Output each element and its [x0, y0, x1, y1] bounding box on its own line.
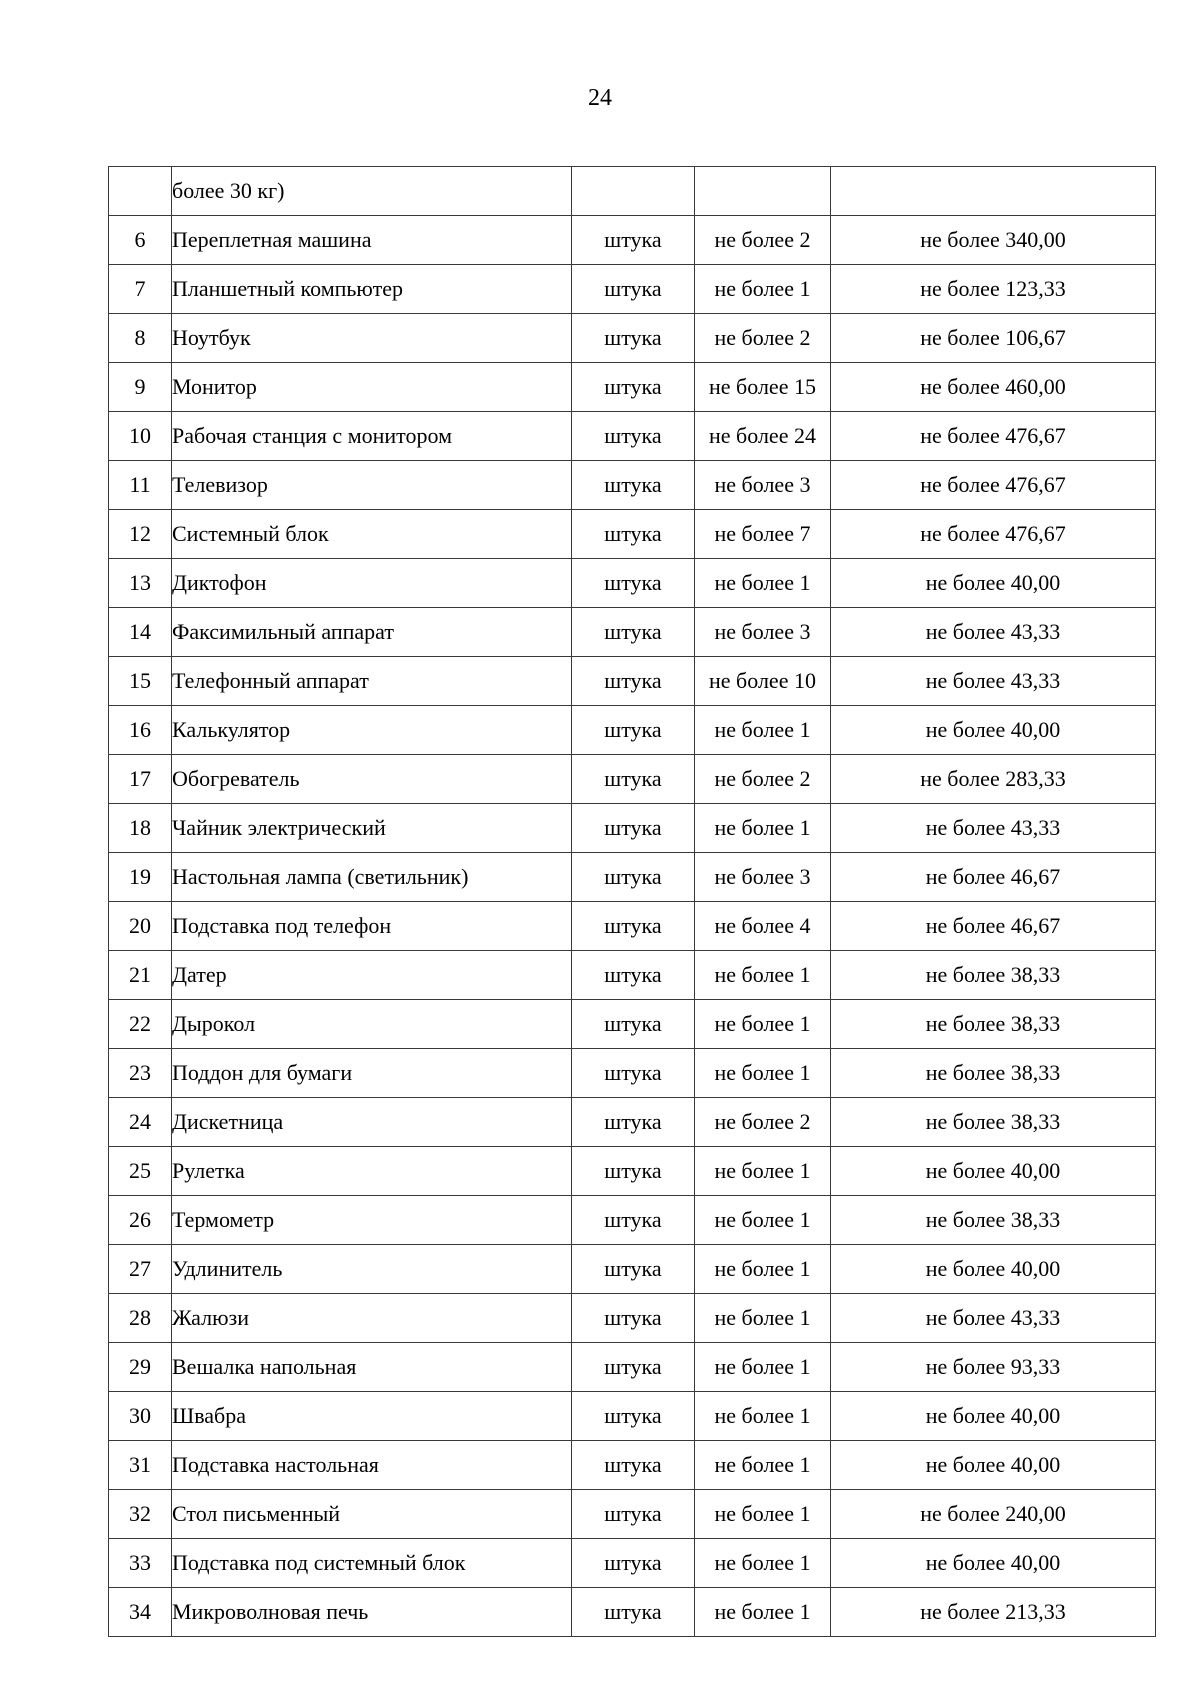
cell-quantity: не более 2 — [695, 1098, 831, 1147]
cell-number: 34 — [109, 1588, 172, 1637]
cell-number: 19 — [109, 853, 172, 902]
cell-name: Планшетный компьютер — [172, 265, 572, 314]
cell-quantity: не более 1 — [695, 1490, 831, 1539]
cell-unit: штука — [572, 314, 695, 363]
cell-number: 18 — [109, 804, 172, 853]
cell-quantity: не более 1 — [695, 1000, 831, 1049]
cell-name: Подставка под телефон — [172, 902, 572, 951]
table-row — [109, 951, 1156, 1000]
cell-quantity: не более 1 — [695, 1294, 831, 1343]
table-row — [109, 755, 1156, 804]
cell-name: Дырокол — [172, 1000, 572, 1049]
cell-unit: штука — [572, 559, 695, 608]
cell-number: 16 — [109, 706, 172, 755]
cell-unit: штука — [572, 216, 695, 265]
cell-quantity: не более 7 — [695, 510, 831, 559]
table-row — [109, 216, 1156, 265]
cell-unit: штука — [572, 1441, 695, 1490]
cell-number: 32 — [109, 1490, 172, 1539]
cell-quantity: не более 1 — [695, 706, 831, 755]
cell-quantity: не более 2 — [695, 755, 831, 804]
cell-price — [831, 167, 1156, 216]
table-row — [109, 1392, 1156, 1441]
cell-unit: штука — [572, 510, 695, 559]
cell-number: 9 — [109, 363, 172, 412]
cell-name: Подставка под системный блок — [172, 1539, 572, 1588]
table-row — [109, 1441, 1156, 1490]
table-body — [109, 167, 1156, 1637]
cell-unit: штука — [572, 412, 695, 461]
cell-name: Чайник электрический — [172, 804, 572, 853]
cell-number: 10 — [109, 412, 172, 461]
cell-number: 17 — [109, 755, 172, 804]
cell-name: более 30 кг) — [172, 167, 572, 216]
cell-quantity: не более 1 — [695, 1588, 831, 1637]
cell-quantity: не более 1 — [695, 1196, 831, 1245]
table-row — [109, 1539, 1156, 1588]
table-row — [109, 363, 1156, 412]
cell-unit: штука — [572, 1392, 695, 1441]
cell-price: не более 93,33 — [831, 1343, 1156, 1392]
cell-quantity: не более 24 — [695, 412, 831, 461]
cell-number: 29 — [109, 1343, 172, 1392]
cell-name: Рабочая станция с монитором — [172, 412, 572, 461]
table-row — [109, 1098, 1156, 1147]
table-row — [109, 1343, 1156, 1392]
cell-quantity: не более 1 — [695, 1245, 831, 1294]
cell-quantity: не более 10 — [695, 657, 831, 706]
cell-unit: штука — [572, 951, 695, 1000]
cell-unit — [572, 167, 695, 216]
cell-unit: штука — [572, 461, 695, 510]
cell-quantity: не более 1 — [695, 265, 831, 314]
cell-name: Микроволновая печь — [172, 1588, 572, 1637]
cell-unit: штука — [572, 1196, 695, 1245]
cell-number: 31 — [109, 1441, 172, 1490]
cell-unit: штука — [572, 1049, 695, 1098]
cell-price: не более 340,00 — [831, 216, 1156, 265]
cell-unit: штука — [572, 804, 695, 853]
cell-name: Телевизор — [172, 461, 572, 510]
cell-unit: штука — [572, 608, 695, 657]
page-number: 24 — [588, 85, 612, 111]
cell-quantity: не более 15 — [695, 363, 831, 412]
cell-quantity: не более 3 — [695, 461, 831, 510]
cell-price: не более 213,33 — [831, 1588, 1156, 1637]
cell-price: не более 38,33 — [831, 1098, 1156, 1147]
cell-unit: штука — [572, 1539, 695, 1588]
cell-name: Монитор — [172, 363, 572, 412]
cell-unit: штука — [572, 1000, 695, 1049]
cell-unit: штука — [572, 265, 695, 314]
cell-price: не более 476,67 — [831, 461, 1156, 510]
cell-unit: штука — [572, 1343, 695, 1392]
cell-name: Переплетная машина — [172, 216, 572, 265]
cell-quantity: не более 1 — [695, 1441, 831, 1490]
cell-price: не более 40,00 — [831, 559, 1156, 608]
cell-price: не более 46,67 — [831, 902, 1156, 951]
cell-quantity: не более 1 — [695, 1049, 831, 1098]
cell-price: не более 106,67 — [831, 314, 1156, 363]
cell-price: не более 40,00 — [831, 1245, 1156, 1294]
cell-number: 28 — [109, 1294, 172, 1343]
cell-name: Дискетница — [172, 1098, 572, 1147]
cell-number: 23 — [109, 1049, 172, 1098]
cell-price: не более 43,33 — [831, 804, 1156, 853]
table-row — [109, 1147, 1156, 1196]
table-row — [109, 1245, 1156, 1294]
cell-price: не более 43,33 — [831, 1294, 1156, 1343]
cell-number: 12 — [109, 510, 172, 559]
cell-number: 33 — [109, 1539, 172, 1588]
cell-price: не более 476,67 — [831, 510, 1156, 559]
cell-number: 24 — [109, 1098, 172, 1147]
table-row — [109, 1294, 1156, 1343]
cell-price: не более 476,67 — [831, 412, 1156, 461]
cell-quantity: не более 1 — [695, 1343, 831, 1392]
cell-price: не более 40,00 — [831, 1147, 1156, 1196]
cell-name: Жалюзи — [172, 1294, 572, 1343]
table-row — [109, 265, 1156, 314]
cell-price: не более 40,00 — [831, 1392, 1156, 1441]
cell-unit: штука — [572, 706, 695, 755]
cell-name: Стол письменный — [172, 1490, 572, 1539]
cell-number: 21 — [109, 951, 172, 1000]
cell-price: не более 240,00 — [831, 1490, 1156, 1539]
cell-price: не более 38,33 — [831, 1196, 1156, 1245]
cell-number: 22 — [109, 1000, 172, 1049]
table-row — [109, 706, 1156, 755]
table-row — [109, 1490, 1156, 1539]
cell-price: не более 123,33 — [831, 265, 1156, 314]
table-row — [109, 314, 1156, 363]
cell-price: не более 38,33 — [831, 1000, 1156, 1049]
cell-price: не более 43,33 — [831, 657, 1156, 706]
cell-unit: штука — [572, 902, 695, 951]
cell-number: 11 — [109, 461, 172, 510]
items-table — [108, 166, 1156, 1637]
cell-quantity: не более 1 — [695, 559, 831, 608]
table-row — [109, 657, 1156, 706]
cell-price: не более 40,00 — [831, 706, 1156, 755]
cell-unit: штука — [572, 657, 695, 706]
cell-number: 6 — [109, 216, 172, 265]
cell-number: 15 — [109, 657, 172, 706]
cell-price: не более 38,33 — [831, 1049, 1156, 1098]
cell-unit: штука — [572, 1098, 695, 1147]
cell-name: Настольная лампа (светильник) — [172, 853, 572, 902]
cell-number — [109, 167, 172, 216]
cell-quantity — [695, 167, 831, 216]
cell-number: 25 — [109, 1147, 172, 1196]
cell-name: Вешалка напольная — [172, 1343, 572, 1392]
cell-name: Швабра — [172, 1392, 572, 1441]
cell-unit: штука — [572, 1588, 695, 1637]
cell-quantity: не более 2 — [695, 216, 831, 265]
cell-name: Поддон для бумаги — [172, 1049, 572, 1098]
cell-quantity: не более 1 — [695, 951, 831, 1000]
cell-name: Ноутбук — [172, 314, 572, 363]
cell-name: Датер — [172, 951, 572, 1000]
cell-unit: штука — [572, 1490, 695, 1539]
cell-name: Диктофон — [172, 559, 572, 608]
cell-name: Удлинитель — [172, 1245, 572, 1294]
table-row — [109, 1000, 1156, 1049]
cell-quantity: не более 1 — [695, 1539, 831, 1588]
cell-unit: штука — [572, 1147, 695, 1196]
cell-quantity: не более 3 — [695, 853, 831, 902]
cell-price: не более 43,33 — [831, 608, 1156, 657]
cell-quantity: не более 1 — [695, 1147, 831, 1196]
cell-number: 7 — [109, 265, 172, 314]
cell-name: Системный блок — [172, 510, 572, 559]
cell-price: не более 460,00 — [831, 363, 1156, 412]
cell-price: не более 38,33 — [831, 951, 1156, 1000]
cell-price: не более 40,00 — [831, 1441, 1156, 1490]
cell-number: 8 — [109, 314, 172, 363]
cell-price: не более 283,33 — [831, 755, 1156, 804]
table-row — [109, 1049, 1156, 1098]
cell-quantity: не более 3 — [695, 608, 831, 657]
cell-unit: штука — [572, 363, 695, 412]
table-row — [109, 1196, 1156, 1245]
table-row — [109, 902, 1156, 951]
cell-name: Факсимильный аппарат — [172, 608, 572, 657]
table-row-continuation — [109, 167, 1156, 216]
cell-unit: штука — [572, 1294, 695, 1343]
cell-unit: штука — [572, 755, 695, 804]
cell-name: Термометр — [172, 1196, 572, 1245]
cell-unit: штука — [572, 853, 695, 902]
cell-price: не более 40,00 — [831, 1539, 1156, 1588]
cell-quantity: не более 1 — [695, 804, 831, 853]
cell-name: Телефонный аппарат — [172, 657, 572, 706]
cell-number: 30 — [109, 1392, 172, 1441]
table-row — [109, 510, 1156, 559]
table-row — [109, 853, 1156, 902]
cell-quantity: не более 4 — [695, 902, 831, 951]
cell-name: Калькулятор — [172, 706, 572, 755]
cell-name: Обогреватель — [172, 755, 572, 804]
table-row — [109, 608, 1156, 657]
table-row — [109, 412, 1156, 461]
cell-number: 26 — [109, 1196, 172, 1245]
cell-price: не более 46,67 — [831, 853, 1156, 902]
cell-unit: штука — [572, 1245, 695, 1294]
table-row — [109, 461, 1156, 510]
table-row — [109, 804, 1156, 853]
cell-name: Рулетка — [172, 1147, 572, 1196]
cell-number: 14 — [109, 608, 172, 657]
cell-name: Подставка настольная — [172, 1441, 572, 1490]
cell-number: 13 — [109, 559, 172, 608]
cell-number: 27 — [109, 1245, 172, 1294]
cell-number: 20 — [109, 902, 172, 951]
table-row — [109, 559, 1156, 608]
cell-quantity: не более 1 — [695, 1392, 831, 1441]
table-row — [109, 1588, 1156, 1637]
cell-quantity: не более 2 — [695, 314, 831, 363]
